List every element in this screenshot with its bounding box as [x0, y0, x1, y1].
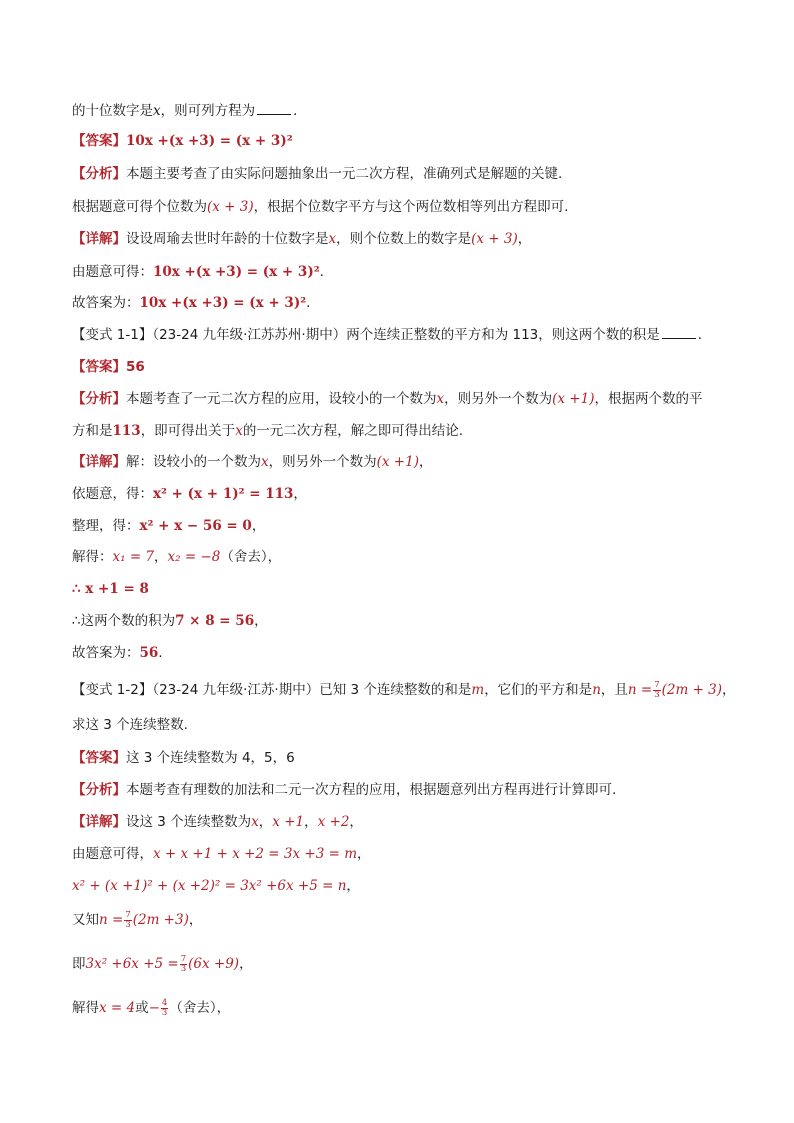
math-equation: x² + (x +1)² + (x +2)² = 3x² +6x +5 = n [72, 878, 347, 894]
text: ，根据个位数字平方与这个两位数相等列出方程即可. [253, 199, 569, 215]
answer-blank [257, 101, 291, 115]
math-expression: − [148, 1000, 160, 1016]
math-expression: (2m +3) [132, 912, 189, 928]
text: ， [258, 814, 273, 830]
detail-line [72, 952, 253, 976]
detail-line [72, 262, 324, 282]
variable: n [592, 682, 601, 698]
math-equation: x² + (x + 1)² = 113 [153, 486, 294, 502]
text: 设这 3 个连续整数为 [126, 814, 252, 830]
variant-question [72, 325, 702, 345]
text: ， [357, 846, 371, 862]
text: 又知 [72, 912, 99, 928]
fraction-numerator: 4 [161, 997, 168, 1008]
text: 即 [72, 956, 86, 972]
fraction-denominator: 3 [654, 689, 660, 700]
variant-tag: 【变式 1-2】 [72, 682, 153, 698]
detail-tag: 【详解】 [72, 454, 126, 470]
text: ，它们的平方和是 [484, 682, 593, 698]
fraction [180, 955, 187, 974]
text: 本题主要考查了由实际问题抽象出一元二次方程，准确列式是解题的关键. [126, 166, 563, 182]
detail-line [72, 484, 307, 504]
text: ，则个位数上的数字是 [336, 231, 472, 247]
text: 依题意，得： [72, 486, 153, 502]
text: （23-24 九年级·江苏·期中）已知 3 个连续整数的和是 [152, 682, 472, 698]
math-equation: x² + x − 56 = 0 [139, 518, 252, 534]
detail-line [72, 643, 163, 663]
text: . [319, 264, 324, 280]
answer-line [72, 131, 293, 151]
detail-line [72, 996, 230, 1020]
text: ， [267, 549, 282, 565]
text: 解得： [72, 549, 113, 565]
analysis-line [72, 421, 463, 441]
text: . [293, 103, 298, 119]
detail-line [72, 293, 310, 313]
variant-tag: 【变式 1-1】 [72, 327, 153, 343]
text: ， [304, 814, 318, 830]
text: ，根据两个数的平 [594, 391, 703, 407]
text: ， [418, 454, 433, 470]
math-equation: x₁ = 7 [112, 549, 155, 565]
text: 本题考查了一元二次方程的应用，设较小的一个数为 [126, 391, 437, 407]
math-equation: 10x +(x +3) = (x + 3)² [139, 295, 307, 311]
text: ，且 [600, 682, 628, 698]
math-equation: ∴ x +1 = 8 [72, 581, 149, 597]
analysis-line [72, 197, 568, 217]
text: 的十位数字是 [72, 103, 153, 119]
math-expression: (x + 3) [471, 231, 518, 247]
text: 故答案为： [72, 645, 140, 661]
math-number: 113 [112, 423, 141, 439]
detail-line [72, 452, 432, 472]
math-expression: x = 4 [99, 1000, 136, 1016]
text: 解：设较小的一个数为 [126, 454, 261, 470]
text: ， [293, 486, 307, 502]
detail-line [72, 908, 202, 932]
text: （舍去） [169, 1000, 217, 1016]
text: ， [216, 1000, 231, 1016]
variant-question [72, 715, 188, 735]
text: 设设周瑜去世时年龄的十位数字是 [126, 231, 329, 247]
math-equation: 10x +(x +3) = (x + 3)² [153, 264, 320, 280]
answer-equation: 10x +(x +3) = (x + 3)² [126, 133, 293, 149]
variable: x [328, 231, 337, 247]
answer-text: 这 3 个连续整数为 4，5，6 [126, 750, 295, 766]
fraction-denominator: 3 [125, 919, 131, 930]
math-expression: (2m + 3) [661, 682, 723, 698]
detail-line [72, 579, 149, 599]
math-equation: 7 × 8 = 56 [175, 613, 255, 629]
math-expression: (6x +9) [188, 956, 240, 972]
detail-line [72, 516, 265, 536]
math-expression: x [251, 814, 259, 830]
variable: x [153, 103, 161, 119]
text: 整理，得： [72, 518, 140, 534]
math-expression: n = [99, 912, 124, 928]
math-expression: (x + 3) [207, 199, 254, 215]
text: 的一元二次方程，解之即可得出结论. [242, 423, 464, 439]
text: ， [254, 613, 268, 629]
text: ， [517, 231, 532, 247]
math-expression: x +1 [272, 814, 305, 830]
math-equation: x₂ = −8 [167, 549, 221, 565]
math-expression: x +2 [317, 814, 350, 830]
analysis-tag: 【分析】 [72, 166, 126, 182]
analysis-line [72, 780, 616, 800]
text: ， [239, 956, 253, 972]
text: 本题考查有理数的加法和二元一次方程的应用，根据题意列出方程再进行计算即可. [126, 782, 617, 798]
answer-value: 56 [126, 359, 145, 375]
text: 解得 [72, 1000, 99, 1016]
variable: x [261, 454, 269, 470]
answer-line [72, 748, 295, 768]
analysis-tag: 【分析】 [72, 782, 126, 798]
variable: x [436, 391, 445, 407]
text: ，则另外一个数为 [268, 454, 377, 470]
detail-line [72, 844, 371, 864]
analysis-line [72, 389, 702, 409]
fraction [653, 681, 660, 700]
variable: x [235, 423, 243, 439]
detail-line [72, 611, 268, 631]
detail-tag: 【详解】 [72, 814, 126, 830]
text: ， [349, 814, 363, 830]
text: 由题意可得， [72, 846, 153, 862]
variant-question [72, 678, 736, 702]
fraction-denominator: 3 [161, 1007, 168, 1018]
text: ∴这两个数的积为 [72, 613, 176, 629]
text: . [697, 327, 703, 343]
text: ， [346, 878, 360, 894]
answer-tag: 【答案】 [72, 750, 126, 766]
math-expression: (x +1) [552, 391, 595, 407]
text: 由题意可得： [72, 264, 153, 280]
detail-tag: 【详解】 [72, 231, 126, 247]
answer-blank [662, 325, 696, 339]
fraction-numerator: 7 [180, 953, 187, 964]
text: ，则另外一个数为 [444, 391, 553, 407]
text: 或 [135, 1000, 149, 1016]
text: ，则可列方程为 [160, 103, 256, 119]
text: ， [251, 518, 266, 534]
detail-line [72, 876, 360, 896]
fraction [124, 911, 131, 930]
math-expression: 3x² +6x +5 = [85, 956, 179, 972]
text: . [306, 295, 311, 311]
variable: m [471, 682, 485, 698]
math-expression: n = [627, 682, 653, 698]
text: 根据题意可得个位数为 [72, 199, 207, 215]
math-number: 56 [139, 645, 159, 661]
text: 故答案为： [72, 295, 140, 311]
detail-line [72, 229, 531, 249]
text: ， [188, 912, 203, 928]
fraction [161, 999, 168, 1018]
text: . [158, 645, 163, 661]
fraction-numerator: 7 [125, 909, 131, 920]
problem-continuation [72, 101, 297, 121]
detail-line [72, 547, 281, 567]
answer-line [72, 357, 145, 377]
analysis-tag: 【分析】 [72, 391, 126, 407]
detail-line [72, 812, 363, 832]
text: ， [154, 549, 168, 565]
analysis-line [72, 164, 562, 184]
fraction-numerator: 7 [654, 679, 660, 690]
text: ，即可得出关于 [140, 423, 236, 439]
answer-tag: 【答案】 [72, 133, 126, 149]
text: 方和是 [72, 423, 113, 439]
answer-tag: 【答案】 [72, 359, 126, 375]
text: （23-24 九年级·江苏苏州·期中）两个连续正整数的平方和为 113，则这两个数的积是 [152, 327, 660, 343]
math-expression: (x +1) [376, 454, 419, 470]
text: ， [722, 682, 736, 698]
text: （舍去） [220, 549, 268, 565]
math-equation: x + x +1 + x +2 = 3x +3 = m [153, 846, 357, 862]
fraction-denominator: 3 [180, 963, 187, 974]
text: 求这 3 个连续整数. [72, 717, 188, 733]
